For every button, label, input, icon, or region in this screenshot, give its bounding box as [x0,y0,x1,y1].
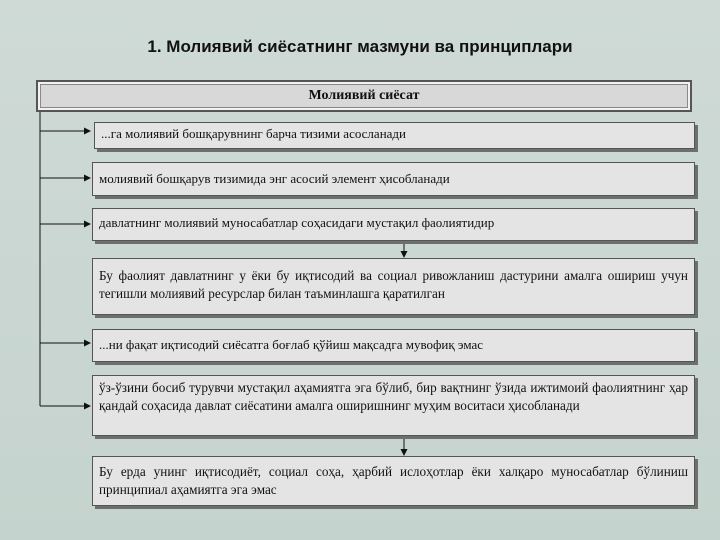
item-box-1: ...га молиявий бошқарувнинг барча тизими асосланади [94,122,695,149]
item-box-2: молиявий бошқарув тизимида энг асосий элемент ҳисобланади [92,162,695,196]
slide-title: 1. Молиявий сиёсатнинг мазмуни ва принциплари [147,37,573,56]
item-box-4: Бу фаолият давлатнинг у ёки бу иқтисодий ва социал ривожланиш дастурини амалга ошириш учун тегишли молиявий ресурслар билан таъминлашга қаратилган [92,258,695,315]
item-box-7: Бу ерда унинг иқтисодиёт, социал соҳа, ҳарбий ислоҳотлар ёки халқаро муносабатлар бўлиниш принципиал аҳамиятга эга эмас [92,456,695,506]
item-box-3: давлатнинг молиявий муносабатлар соҳасидаги мустақил фаолиятидир [92,208,695,241]
header-box: Молиявий сиёсат [36,80,692,112]
item-box-5: ...ни фақат иқтисодий сиёсатга боғлаб қўйиш мақсадга мувофиқ эмас [92,329,695,362]
item-box-6: ўз-ўзини босиб турувчи мустақил аҳамиятга эга бўлиб, бир вақтнинг ўзида ижтимоий фаолиятнинг ҳар қандай соҳасида давлат сиёсатини амалга оширишнинг муҳим воситаси ҳисобланади [92,375,695,436]
